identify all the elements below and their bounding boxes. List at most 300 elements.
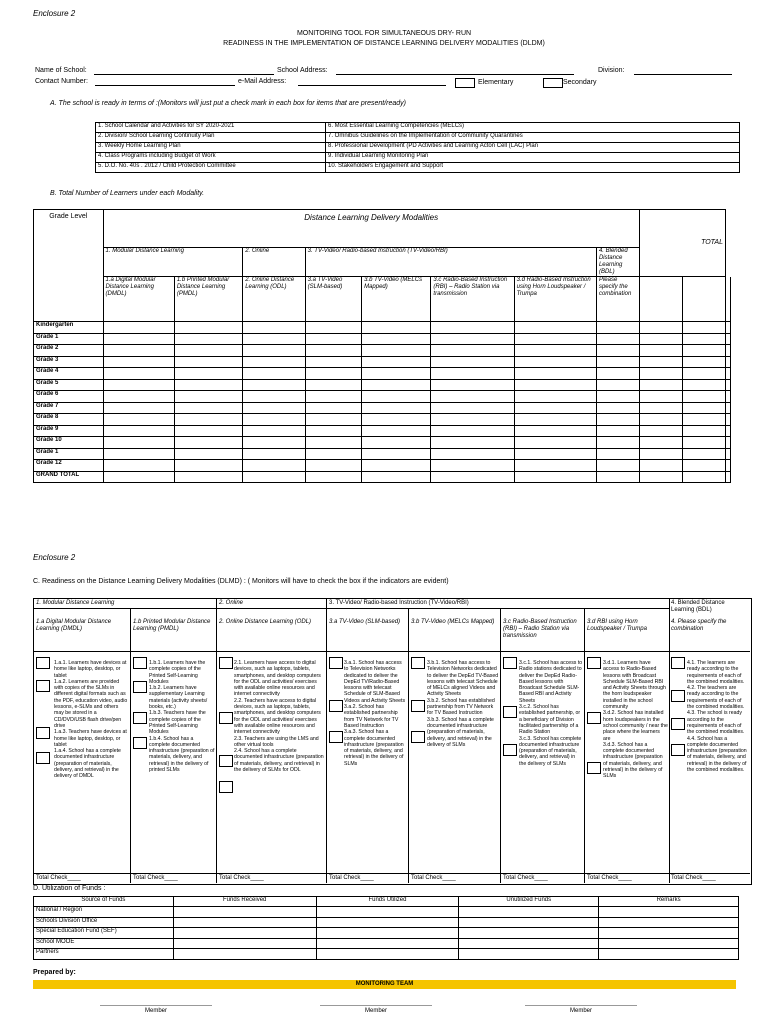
indicator-checkbox[interactable] [133, 681, 147, 693]
cell[interactable] [362, 471, 431, 483]
signature-line[interactable] [320, 1005, 432, 1006]
cell[interactable] [362, 379, 431, 391]
cell[interactable] [683, 448, 726, 460]
total-check[interactable]: Total Check____ [219, 875, 264, 881]
grade-row-label: Grade 5 [34, 379, 104, 391]
cell[interactable] [362, 425, 431, 437]
funds-header: Funds Received [173, 897, 316, 907]
cell[interactable] [726, 414, 731, 426]
cell[interactable] [431, 333, 514, 345]
funds-header: Unutilized Funds [459, 897, 599, 907]
cell[interactable] [431, 460, 514, 472]
cell[interactable] [103, 368, 174, 380]
cell[interactable] [726, 402, 731, 414]
funds-header: Remarks [599, 897, 739, 907]
cell[interactable] [103, 425, 174, 437]
cell[interactable] [305, 448, 361, 460]
cell[interactable] [683, 425, 726, 437]
indicator-checkbox[interactable] [219, 781, 233, 793]
cell[interactable] [174, 333, 242, 345]
cell[interactable] [362, 402, 431, 414]
group-modular: 1. Modular Distance Learning [36, 600, 115, 606]
checklist-item[interactable]: 2. Division/ School Learning Continuity Plan [96, 133, 326, 143]
grade-row-label: Grade 4 [34, 368, 104, 380]
cell[interactable] [103, 345, 174, 357]
cell[interactable] [431, 345, 514, 357]
cell[interactable] [596, 391, 639, 403]
total-check[interactable]: Total Check____ [133, 875, 178, 881]
contact-number-field[interactable] [95, 85, 235, 86]
cell[interactable] [174, 356, 242, 368]
cell[interactable] [683, 460, 726, 472]
cell[interactable] [362, 368, 431, 380]
indicator-checkbox[interactable] [671, 718, 685, 730]
email-field[interactable] [298, 85, 446, 86]
fund-source: Special Education Fund (SEF) [34, 928, 174, 939]
cell[interactable] [174, 379, 242, 391]
elementary-label: Elementary [478, 79, 514, 86]
indicator-checkbox[interactable] [36, 752, 50, 764]
cell[interactable] [243, 345, 305, 357]
cell[interactable] [305, 391, 361, 403]
cell[interactable] [459, 938, 599, 949]
cell[interactable] [305, 345, 361, 357]
cell[interactable] [305, 425, 361, 437]
cell[interactable] [683, 402, 726, 414]
grand-total-label: GRAND TOTAL [34, 471, 104, 483]
cell[interactable] [431, 356, 514, 368]
cell[interactable] [596, 322, 639, 334]
cell[interactable] [683, 356, 726, 368]
total-check[interactable]: Total Check____ [587, 875, 632, 881]
cell[interactable] [431, 391, 514, 403]
cell[interactable] [362, 322, 431, 334]
cell[interactable] [174, 437, 242, 449]
division-label: Division: [598, 67, 625, 74]
group-blended: 4. Blended Distance Learning (BDL) [671, 600, 725, 613]
dldm-header: Distance Learning Delivery Modalities [103, 210, 639, 248]
indicators-1b: 1.b.1. Learners have the complete copies of the Printed Self-Learning Modules 1.b.2. Learners have supplementary Learning materials (activity sheets/ books, etc.) 1.b.3. Teachers have the complete copies of the Printed Self-Learning Modules 1.b.4. School has a complete documented infrastructure (preparation of materials, delivery, and retrieval) in the delivery of printed SLMs [149, 660, 215, 774]
col-head-4: 4. Please specify the combination [671, 619, 727, 632]
cell[interactable] [596, 368, 639, 380]
cell[interactable] [243, 448, 305, 460]
indicator-checkbox[interactable] [133, 657, 147, 669]
section-d-heading: D. Utilization of Funds : [33, 885, 106, 892]
indicator-checkbox[interactable] [133, 737, 147, 749]
cell[interactable] [305, 356, 361, 368]
cell[interactable] [639, 460, 683, 472]
cell[interactable] [683, 345, 726, 357]
cell[interactable] [596, 414, 639, 426]
cell[interactable] [683, 368, 726, 380]
cell[interactable] [316, 949, 459, 960]
col-head-3b: 3.b TV-Video (MELCs Mapped) [411, 619, 495, 625]
group-tv-radio: 3. TV-Video/ Radio-based Instruction (TV-Video/RBI) [329, 600, 469, 606]
cell[interactable] [639, 322, 683, 334]
signature-line[interactable] [100, 1005, 212, 1006]
cell[interactable] [514, 437, 596, 449]
cell[interactable] [316, 907, 459, 918]
cell[interactable] [599, 949, 739, 960]
cell[interactable] [596, 437, 639, 449]
cell[interactable] [174, 345, 242, 357]
school-address-field[interactable] [336, 74, 574, 75]
indicator-checkbox[interactable] [133, 712, 147, 724]
cell[interactable] [726, 391, 731, 403]
cell[interactable] [431, 414, 514, 426]
cell[interactable] [243, 425, 305, 437]
cell[interactable] [514, 425, 596, 437]
funds-header: Funds Utilized [316, 897, 459, 907]
secondary-label: Secondary [563, 79, 597, 86]
online-group-header: 2. Online [243, 248, 305, 277]
grade-row-label: Grade 9 [34, 425, 104, 437]
cell[interactable] [174, 322, 242, 334]
prepared-by-label: Prepared by: [33, 969, 76, 976]
cell[interactable] [599, 938, 739, 949]
total-check[interactable]: Total Check____ [329, 875, 374, 881]
cell[interactable] [362, 437, 431, 449]
cell[interactable] [243, 368, 305, 380]
cell[interactable] [243, 460, 305, 472]
cell[interactable] [431, 368, 514, 380]
section-a-heading: A. The school is ready in terms of :(Monitors will just put a check mark in each box for items that are present/ready) [50, 100, 406, 107]
cell[interactable] [316, 917, 459, 928]
indicator-checkbox[interactable] [587, 762, 601, 774]
cell[interactable] [305, 333, 361, 345]
cell[interactable] [726, 437, 731, 449]
cell[interactable] [514, 356, 596, 368]
cell[interactable] [305, 460, 361, 472]
col-head-3d: 3.d RBI using Horn Loudspeaker / Trumpa [587, 619, 647, 632]
cell[interactable] [103, 322, 174, 334]
cell[interactable] [726, 460, 731, 472]
name-of-school-field[interactable] [94, 74, 274, 75]
cell[interactable] [459, 917, 599, 928]
indicator-checkbox[interactable] [329, 731, 343, 743]
grade-row-label: Grade 2 [34, 345, 104, 357]
cell[interactable] [316, 938, 459, 949]
division-field[interactable] [634, 74, 732, 75]
cell[interactable] [596, 460, 639, 472]
cell[interactable] [173, 907, 316, 918]
cell[interactable] [431, 322, 514, 334]
cell[interactable] [599, 907, 739, 918]
cell[interactable] [305, 368, 361, 380]
indicator-checkbox[interactable] [411, 700, 425, 712]
cell[interactable] [362, 460, 431, 472]
enclosure-label-2: Enclosure 2 [33, 553, 76, 562]
cell[interactable] [514, 391, 596, 403]
cell[interactable] [243, 333, 305, 345]
checklist-item[interactable]: 5. D.O. No. 40s . 2012 / Child Protection Committee [96, 163, 326, 173]
cell[interactable] [174, 414, 242, 426]
indicator-checkbox[interactable] [329, 657, 343, 669]
cell[interactable] [514, 402, 596, 414]
cell[interactable] [243, 391, 305, 403]
cell[interactable] [173, 938, 316, 949]
indicator-checkbox[interactable] [411, 657, 425, 669]
section-c-heading: C. Readiness on the Distance Learning Delivery Modalities (DLMD) : ( Monitors will have to check the box if the indicators are evident) [33, 578, 449, 585]
cell[interactable] [174, 471, 242, 483]
cell[interactable] [173, 949, 316, 960]
contact-number-label: Contact Number: [35, 78, 88, 85]
cell[interactable] [362, 414, 431, 426]
title-line-1: MONITORING TOOL FOR SIMULTANEOUS DRY- RUN [296, 30, 472, 37]
cell[interactable] [639, 402, 683, 414]
cell[interactable] [683, 333, 726, 345]
total-check[interactable]: Total Check____ [671, 875, 716, 881]
sub-header-3d: 3.d Radio-Based Instruction using Horn Loudspeaker / Trumpa [514, 277, 596, 322]
cell[interactable] [362, 333, 431, 345]
cell[interactable] [243, 356, 305, 368]
cell[interactable] [596, 333, 639, 345]
checklist-item[interactable]: 4. Class Programs including Budget of Work [96, 153, 326, 163]
indicators-4: 4.1. The learners are ready according to the requirements of each of the combined modalities. 4.2. The teachers are ready according to the requirements of each of the combined modalities. 4.3. The school is ready according to the requirements of each of the combined modalities. 4.4. School has a complete documented infrastructure (preparation of materials, delivery, and retrieval) in the delivery of the combined modalities. [687, 660, 747, 774]
grade-row-label: Grade 1 [34, 333, 104, 345]
grade-row-label: Grade 12 [34, 460, 104, 472]
cell[interactable] [514, 414, 596, 426]
cell[interactable] [726, 448, 731, 460]
title-line-2: READINESS IN THE IMPLEMENTATION OF DISTANCE LEARNING DELIVERY MODALITIES (DLDM) [223, 40, 545, 47]
member-label: Member [364, 1008, 387, 1014]
cell[interactable] [174, 402, 242, 414]
cell[interactable] [431, 448, 514, 460]
cell[interactable] [514, 322, 596, 334]
cell[interactable] [726, 471, 731, 483]
cell[interactable] [726, 356, 731, 368]
col-head-3c: 3.c Radio-Based Instruction (RBI) – Radio Station via transmission [503, 619, 577, 639]
enclosure-label: Enclosure 2 [33, 9, 76, 18]
cell[interactable] [514, 379, 596, 391]
monitoring-team-banner: MONITORING TEAM [33, 980, 736, 989]
fund-source: School MOOE [34, 938, 174, 949]
cell[interactable] [683, 391, 726, 403]
cell[interactable] [173, 928, 316, 939]
fund-source: National / Region [34, 907, 174, 918]
cell[interactable] [103, 460, 174, 472]
cell[interactable] [174, 368, 242, 380]
cell[interactable] [596, 425, 639, 437]
cell[interactable] [514, 471, 596, 483]
checklist-item[interactable]: 3. Weekly Home Learning Plan [96, 143, 326, 153]
cell[interactable] [683, 414, 726, 426]
cell[interactable] [243, 322, 305, 334]
cell[interactable] [599, 917, 739, 928]
cell[interactable] [305, 471, 361, 483]
cell[interactable] [431, 437, 514, 449]
cell[interactable] [173, 917, 316, 928]
cell[interactable] [683, 322, 726, 334]
cell[interactable] [639, 368, 683, 380]
total-check[interactable]: Total Check____ [503, 875, 548, 881]
cell[interactable] [514, 460, 596, 472]
cell[interactable] [174, 391, 242, 403]
cell[interactable] [639, 448, 683, 460]
checklist-item[interactable]: 10. Stakeholders Engagement and Support [326, 163, 740, 173]
cell[interactable] [362, 391, 431, 403]
indicator-checkbox[interactable] [36, 657, 50, 669]
cell[interactable] [639, 437, 683, 449]
indicator-checkbox[interactable] [671, 657, 685, 669]
cell[interactable] [243, 379, 305, 391]
cell[interactable] [103, 333, 174, 345]
blended-group-header: 4. Blended Distance Learning (BDL) [596, 248, 639, 277]
checklist-item[interactable]: 7. Omnibus Guidelines on the Implementation of Community Quarantines [326, 133, 740, 143]
cell[interactable] [103, 356, 174, 368]
cell[interactable] [243, 402, 305, 414]
grade-row-label: Grade 10 [34, 437, 104, 449]
cell[interactable] [459, 907, 599, 918]
cell[interactable] [639, 379, 683, 391]
col-head-3a: 3.a TV-Video (SLM-based) [329, 619, 401, 625]
indicator-checkbox[interactable] [219, 657, 233, 669]
cell[interactable] [639, 414, 683, 426]
cell[interactable] [431, 402, 514, 414]
cell[interactable] [514, 448, 596, 460]
indicator-checkbox[interactable] [671, 744, 685, 756]
indicator-checkbox[interactable] [329, 700, 343, 712]
cell[interactable] [243, 437, 305, 449]
cell[interactable] [514, 333, 596, 345]
indicators-2: 2.1. Learners have access to digital devices, such as laptops, tablets, smartphones, and desktop computers for the ODL and activities/ exercises with available online resources and internet connectivity 2.2. Teachers have access to digital devices, such as laptops, tablets, smartphones, and desktop computers for the ODL and activities/ exercises with available online resources and internet connectivity 2.3. Teachers are using the LMS and other virtual tools 2.4. School has a complete documented infrastructure (preparation of materials, delivery, and retrieval) in the delivery of SLMs for ODL [234, 660, 324, 774]
cell[interactable] [243, 414, 305, 426]
cell[interactable] [103, 471, 174, 483]
name-of-school-label: Name of School: [35, 67, 87, 74]
sub-header-1a: 1.a Digital Modular Distance Learning (DMDL) [103, 277, 174, 322]
signature-line[interactable] [525, 1005, 637, 1006]
cell[interactable] [726, 333, 731, 345]
cell[interactable] [726, 322, 731, 334]
cell[interactable] [639, 345, 683, 357]
indicator-checkbox[interactable] [36, 680, 50, 692]
checklist-item[interactable]: 1. School Calendar and Activities for SY 2020-2021 [96, 123, 326, 133]
cell[interactable] [103, 414, 174, 426]
cell[interactable] [639, 471, 683, 483]
cell[interactable] [431, 379, 514, 391]
indicators-3c: 3.c.1. School has access to Radio stations dedicated to deliver the DepEd Radio-Based lessons with Broadcast Schedule SLM-Based RBI and Activity Sheets 3.c.2. School has established partnership, or a beneficiary of Division facilitated partnership of a Radio Station 3.c.3. School has complete documented infrastructure (preparation of materials, delivery, and retrieval) in the delivery of SLMs [519, 660, 583, 767]
cell[interactable] [243, 471, 305, 483]
cell[interactable] [596, 379, 639, 391]
cell[interactable] [596, 471, 639, 483]
member-label: Member [144, 1008, 167, 1014]
learners-table [33, 209, 731, 483]
sub-header-3a: 3.a TV-Video (SLM-based) [305, 277, 361, 322]
cell[interactable] [683, 437, 726, 449]
cell[interactable] [639, 425, 683, 437]
cell[interactable] [103, 391, 174, 403]
indicators-3b: 3.b.1. School has access to Television Networks dedicated to deliver the DepEd TV-Based lessons with telecast Schedule of MELCs aligned Videos and Activity Sheets 3.b.2. School has established partnership from TV Network for TV Based Instruction 3.b.3. School has a complete documented infrastructure (preparation of materials, delivery, and retrieval) in the delivery of SLMs [427, 660, 499, 748]
indicators-3a: 3.a.1. School has access to Television Networks dedicated to deliver the DepEd TV/Radio-Based lessons with telecast Schedule of SLM-Based Videos and Activity Sheets 3.a.2. School has established partnership from TV Network for TV Based Instruction 3.a.3. School has a complete documented infrastructure (preparation of materials, delivery, and retrieval) in the delivery of SLMs [344, 660, 406, 767]
grade-row-label: Grade 3 [34, 356, 104, 368]
indicator-checkbox[interactable] [219, 755, 233, 767]
cell[interactable] [305, 322, 361, 334]
indicator-checkbox[interactable] [36, 727, 50, 739]
school-address-label: School Address: [277, 67, 328, 74]
total-check[interactable]: Total Check____ [36, 875, 81, 881]
cell[interactable] [596, 402, 639, 414]
cell[interactable] [103, 437, 174, 449]
indicator-checkbox[interactable] [411, 731, 425, 743]
elementary-checkbox[interactable] [455, 78, 475, 88]
cell[interactable] [174, 448, 242, 460]
cell[interactable] [174, 460, 242, 472]
cell[interactable] [639, 333, 683, 345]
cell[interactable] [683, 471, 726, 483]
indicators-1a: 1.a.1. Learners have devices at home like laptop, desktop, or tablet 1.a.2. Learners are provided with copies of the SLMs in different digital formats such as the PDF, education video, audio lessons, e-SLMs and others may be stored in a CD/DVD/USB flash drive/pen drive 1.a.3. Teachers have devices at home like laptop, desktop, or tablet 1.a.4. School has a complete documented infrastructure (preparation of materials, delivery, and retrieval) in the delivery of DMDL [54, 660, 128, 780]
checklist-item[interactable]: 8. Professional Development (PD Activities and Learning Acton Cell (LAC) Plan [326, 143, 740, 153]
grade-row-label: Grade 8 [34, 414, 104, 426]
cell[interactable] [305, 379, 361, 391]
indicator-checkbox[interactable] [219, 712, 233, 724]
cell[interactable] [596, 356, 639, 368]
cell[interactable] [316, 928, 459, 939]
cell[interactable] [103, 379, 174, 391]
checklist-item[interactable]: 6. Most Essential Learning Competencies (MELCs) [326, 123, 740, 133]
cell[interactable] [103, 448, 174, 460]
indicator-checkbox[interactable] [587, 712, 601, 724]
cell[interactable] [431, 425, 514, 437]
indicator-checkbox[interactable] [671, 690, 685, 702]
cell[interactable] [362, 448, 431, 460]
indicator-checkbox[interactable] [587, 657, 601, 669]
tv-radio-group-header: 3. TV-Video/ Radio-based Instruction (TV-Video/RBI) [305, 248, 596, 277]
indicator-checkbox[interactable] [503, 744, 517, 756]
sub-header-3b: 3.b TV-Video (MELCs Mapped) [362, 277, 431, 322]
grade-row-label: Grade 1 [34, 448, 104, 460]
cell[interactable] [639, 391, 683, 403]
col-head-1b: 1.b Printed Modular Distance Learning (PMDL) [133, 619, 211, 632]
email-label: e-Mail Address: [238, 78, 287, 85]
grade-row-label: Grade 7 [34, 402, 104, 414]
cell[interactable] [726, 425, 731, 437]
cell[interactable] [459, 949, 599, 960]
grade-level-header: Grade Level [34, 210, 104, 322]
cell[interactable] [599, 928, 739, 939]
cell[interactable] [596, 448, 639, 460]
total-header: TOTAL [639, 210, 725, 277]
cell[interactable] [596, 345, 639, 357]
modular-group-header: 1. Modular Distance Learning [103, 248, 243, 277]
cell[interactable] [305, 414, 361, 426]
funds-header: Source of Funds [34, 897, 174, 907]
cell[interactable] [305, 402, 361, 414]
cell[interactable] [726, 368, 731, 380]
indicator-checkbox[interactable] [503, 706, 517, 718]
cell[interactable] [103, 402, 174, 414]
cell[interactable] [305, 437, 361, 449]
cell[interactable] [362, 345, 431, 357]
cell[interactable] [514, 345, 596, 357]
cell[interactable] [459, 928, 599, 939]
cell[interactable] [514, 368, 596, 380]
cell[interactable] [431, 471, 514, 483]
cell[interactable] [726, 379, 731, 391]
total-spacer [726, 277, 731, 322]
indicator-checkbox[interactable] [503, 657, 517, 669]
member-label: Member [569, 1008, 592, 1014]
total-check[interactable]: Total Check____ [411, 875, 456, 881]
cell[interactable] [362, 356, 431, 368]
secondary-checkbox[interactable] [543, 78, 563, 88]
cell[interactable] [639, 356, 683, 368]
checklist-item[interactable]: 9. Individual Learning Monitoring Plan [326, 153, 740, 163]
grade-row-label: Grade 6 [34, 391, 104, 403]
cell[interactable] [174, 425, 242, 437]
sub-header-1b: 1.b Printed Modular Distance Learning (PMDL) [174, 277, 242, 322]
cell[interactable] [726, 345, 731, 357]
cell[interactable] [683, 379, 726, 391]
